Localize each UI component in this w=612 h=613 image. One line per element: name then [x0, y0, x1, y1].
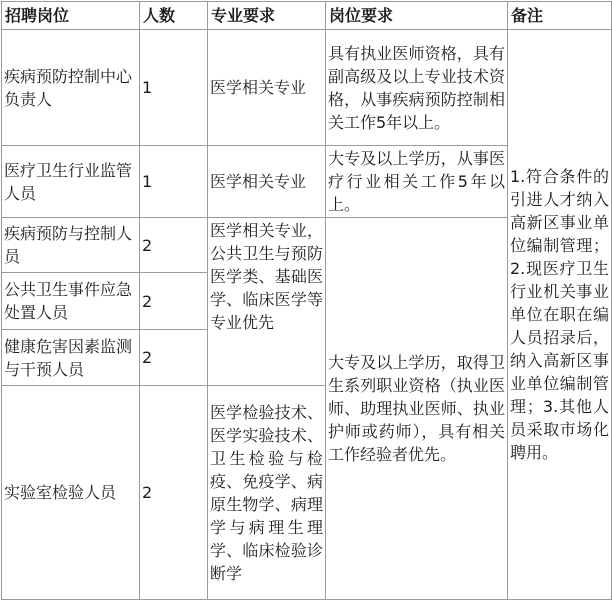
- count-cell: 2: [140, 273, 208, 330]
- count-cell: 1: [140, 146, 208, 218]
- header-position: 招聘岗位: [2, 2, 140, 30]
- count-cell: 2: [140, 218, 208, 273]
- remark-cell: 1.符合条件的引进人才纳入高新区事业单位编制管理；2.现医疗卫生行业机关事业单位在职在编人员招录后，纳入高新区事业单位编制管理；3.其他人员采取市场化聘用。: [508, 30, 612, 600]
- requirement-cell: 具有执业医师资格，具有副高级及以上专业技术资格，从事疾病预防控制相关工作5年以上。: [326, 30, 508, 146]
- position-cell: 公共卫生事件应急处置人员: [2, 273, 140, 330]
- count-cell: 2: [140, 386, 208, 600]
- count-cell: 1: [140, 30, 208, 146]
- major-cell: 医学相关专业: [208, 30, 326, 146]
- count-cell: 2: [140, 330, 208, 386]
- header-requirement: 岗位要求: [326, 2, 508, 30]
- position-cell: 实验室检验人员: [2, 386, 140, 600]
- recruitment-table: [1, 1, 612, 600]
- header-count: 人数: [140, 2, 208, 30]
- position-cell: 疾病预防控制中心负责人: [2, 30, 140, 146]
- header-row: [2, 2, 612, 30]
- requirement-cell: 大专及以上学历，从事医疗行业相关工作5年以上。: [326, 146, 508, 218]
- requirement-cell: 大专及以上学历，取得卫生系列职业资格（执业医师、助理执业医师、执业护师或药师），具有相关工作经验者优先。: [326, 218, 508, 600]
- major-cell: 医学相关专业: [208, 146, 326, 218]
- header-major: 专业要求: [208, 2, 326, 30]
- position-cell: 疾病预防与控制人员: [2, 218, 140, 273]
- major-cell: 医学相关专业，公共卫生与预防医学类、基础医学、临床医学等专业优先: [208, 218, 326, 386]
- position-cell: 健康危害因素监测与干预人员: [2, 330, 140, 386]
- major-cell: 医学检验技术、医学实验技术、卫生检验与检疫、免疫学、病原生物学、病理学与病理生理学、临床检验诊断学: [208, 386, 326, 600]
- header-remark: 备注: [508, 2, 612, 30]
- table-row: [2, 30, 612, 146]
- position-cell: 医疗卫生行业监管人员: [2, 146, 140, 218]
